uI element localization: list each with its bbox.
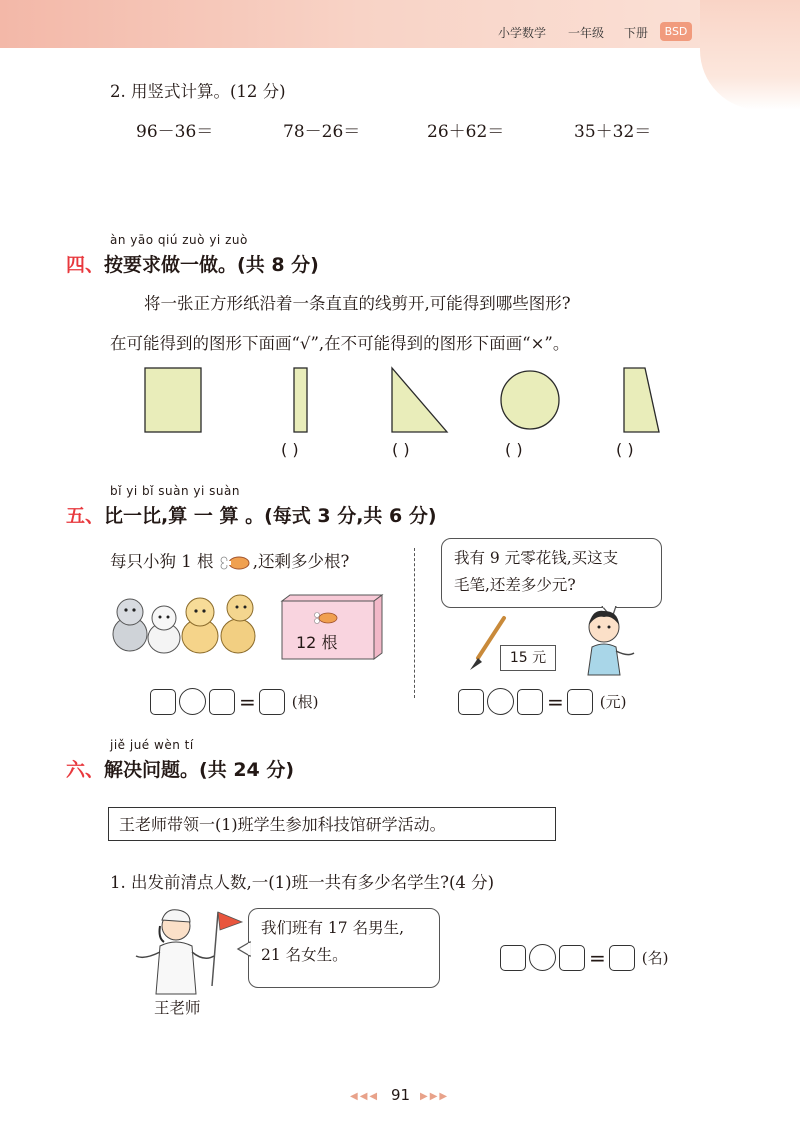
puppy-grey (113, 599, 147, 651)
sec4-instruction-2: 在可能得到的图形下面画“√”,在不可能得到的图形下面画“×”。 (110, 334, 570, 353)
operator-circle[interactable] (179, 688, 206, 715)
boy-illustration (566, 605, 642, 677)
unit-label: (根) (291, 693, 319, 711)
calc-1: 96－36＝ (136, 122, 214, 142)
sec5-divider (414, 548, 415, 698)
puppies-illustration (108, 590, 266, 662)
answer-blank-4[interactable]: ( ) (616, 440, 634, 459)
header-grade: 一年级 (568, 26, 605, 40)
sec6-title: 解决问题。(共 24 分) (104, 759, 295, 781)
page-number: 91 (391, 1086, 411, 1104)
sec5-left-prompt-b: ,还剩多少根? (252, 552, 350, 571)
footer-right-arrows: ▶▶▶ (420, 1091, 450, 1102)
calc-3: 26＋62＝ (427, 122, 505, 142)
header-subject: 小学数学 (498, 26, 547, 40)
answer-box[interactable] (500, 945, 526, 971)
sec6-q1-title: 1. 出发前清点人数,一(1)班一共有多少名学生?(4 分) (110, 873, 495, 892)
answer-box[interactable] (517, 689, 543, 715)
sec4-instruction-1: 将一张正方形纸沿着一条直直的线剪开,可能得到哪些图形? (144, 294, 571, 313)
sec6-equation (500, 944, 671, 971)
sec5-left-prompt (110, 548, 349, 572)
header-volume: 下册 (624, 26, 649, 40)
answer-box[interactable] (209, 689, 235, 715)
flag-icon (218, 912, 242, 930)
equals-sign: = (547, 689, 564, 714)
sec5-pinyin: bǐ yi bǐ suàn yi suàn (110, 484, 240, 498)
calc-4: 35＋32＝ (574, 122, 652, 142)
teacher-illustration (130, 906, 250, 998)
answer-blank-3[interactable]: ( ) (505, 440, 523, 459)
teacher-speech-line-1: 我们班有 17 名男生, (261, 919, 405, 937)
footer-left-arrows: ◀◀◀ (350, 1091, 380, 1102)
equals-sign: = (589, 945, 606, 970)
unit-label: (元) (599, 693, 627, 711)
sec4-heading (66, 250, 319, 277)
sec6-context-box: 王老师带领一(1)班学生参加科技馆研学活动。 (108, 807, 556, 841)
bubble-tail (236, 940, 252, 958)
price-tag: 15 元 (500, 645, 556, 671)
sec5-number: 五、 (66, 505, 105, 527)
boy-speech-line-1: 我有 9 元零花钱,买这支 (454, 549, 619, 567)
answer-box[interactable] (458, 689, 484, 715)
square-shape (145, 368, 201, 432)
puppy-golden (182, 598, 218, 653)
circle-shape (501, 371, 559, 429)
answer-blank-1[interactable]: ( ) (281, 440, 299, 459)
equals-sign: = (239, 689, 256, 714)
answer-blank-2[interactable]: ( ) (392, 440, 410, 459)
right-triangle-shape (392, 368, 447, 432)
header-corner-decoration (700, 0, 800, 110)
unit-label: (名) (641, 949, 669, 967)
q2-title: 2. 用竖式计算。(12 分) (110, 82, 286, 101)
operator-circle[interactable] (487, 688, 514, 715)
sec5-right-equation (458, 688, 629, 715)
calc-2: 78－26＝ (283, 122, 361, 142)
sec4-title: 按要求做一做。(共 8 分) (104, 254, 319, 276)
puppy-tan (221, 595, 255, 653)
answer-box[interactable] (567, 689, 593, 715)
edition-badge: BSD (660, 22, 692, 41)
trapezoid-shape (624, 368, 659, 432)
bone-icon (219, 555, 253, 571)
sec4-shapes (0, 360, 800, 440)
answer-box[interactable] (609, 945, 635, 971)
sec5-title: 比一比,算 一 算 。(每式 3 分,共 6 分) (104, 505, 437, 527)
sec4-number: 四、 (66, 254, 105, 276)
sec5-heading (66, 501, 437, 528)
sec6-heading (66, 755, 294, 782)
bone-box-label: 12 根 (296, 633, 338, 652)
answer-box[interactable] (150, 689, 176, 715)
teacher-speech-bubble (248, 908, 440, 988)
puppy-white (148, 606, 180, 653)
sec5-left-prompt-a: 每只小狗 1 根 (110, 552, 214, 571)
boy-speech-bubble (441, 538, 662, 608)
answer-box[interactable] (559, 945, 585, 971)
narrow-rectangle-shape (294, 368, 307, 432)
sec4-pinyin: àn yāo qiú zuò yi zuò (110, 233, 248, 247)
boy-speech-line-2: 毛笔,还差多少元? (454, 576, 576, 595)
teacher-speech-line-2: 21 名女生。 (261, 946, 348, 965)
answer-box[interactable] (259, 689, 285, 715)
sec5-left-equation (150, 688, 321, 715)
teacher-label: 王老师 (154, 999, 201, 1017)
operator-circle[interactable] (529, 944, 556, 971)
sec6-pinyin: jiě jué wèn tí (110, 738, 194, 752)
sec6-number: 六、 (66, 759, 105, 781)
